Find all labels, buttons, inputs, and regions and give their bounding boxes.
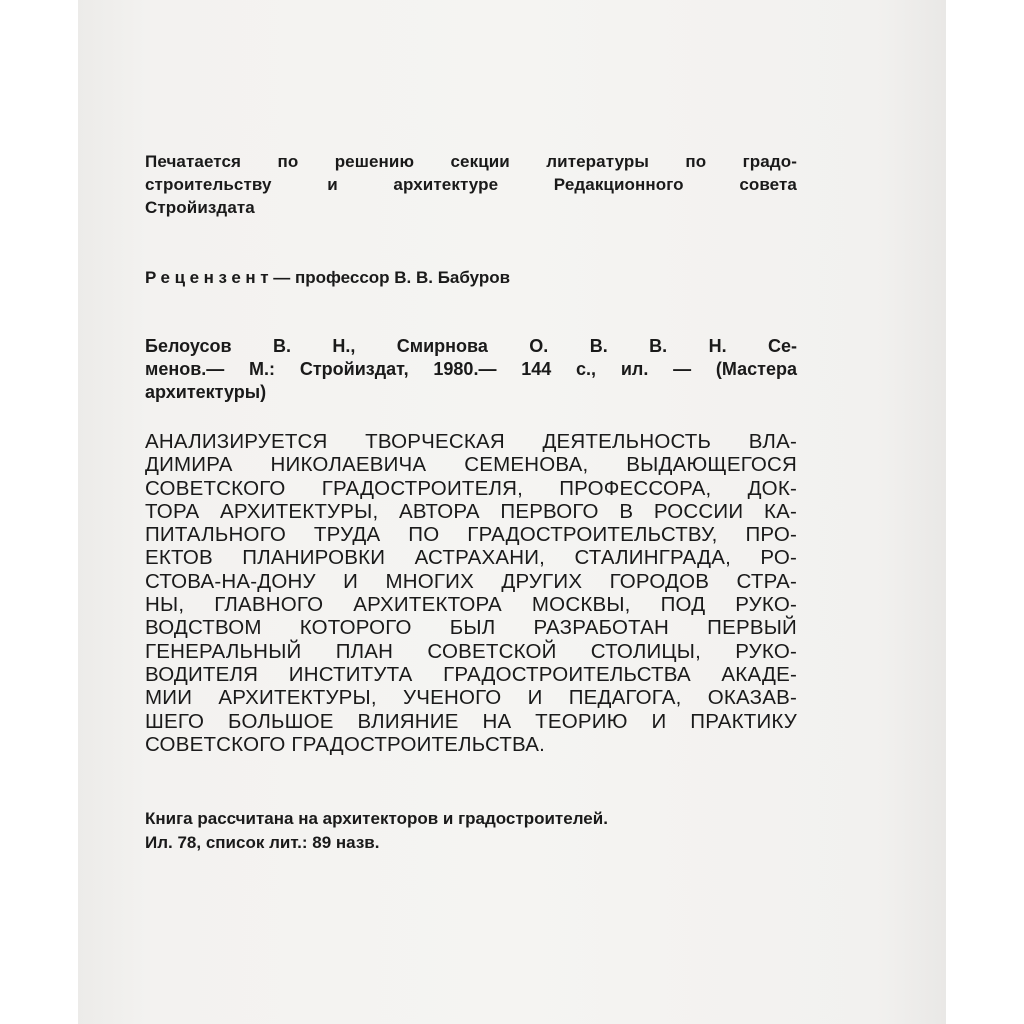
bibliographic-entry [145,335,797,404]
imprint-line: Печатается по решению секции литературы по градо- [145,152,797,171]
abstract-line: ГЕНЕРАЛЬНЫЙ ПЛАН СОВЕТСКОЙ СТОЛИЦЫ, РУКО- [145,639,797,663]
abstract-line: СОВЕТСКОГО ГРАДОСТРОИТЕЛЬСТВА. [145,732,546,756]
bibliographic-line: Белоусов В. Н., Смирнова О. В. В. Н. Се- [145,336,797,356]
imprint-note [145,150,797,219]
abstract-line: СОВЕТСКОГО ГРАДОСТРОИТЕЛЯ, ПРОФЕССОРА, ДОК- [145,476,797,500]
abstract-line: АНАЛИЗИРУЕТСЯ ТВОРЧЕСКАЯ ДЕЯТЕЛЬНОСТЬ ВЛА- [145,430,797,453]
reviewer-role: Рецензент [145,268,274,287]
bibliographic-line: менов.— М.: Стройиздат, 1980.— 144 с., ил. — (Мастера [145,359,797,379]
abstract-line: ЕКТОВ ПЛАНИРОВКИ АСТРАХАНИ, СТАЛИНГРАДА, РО- [145,546,797,570]
abstract [145,430,797,756]
abstract-line: ВОДИТЕЛЯ ИНСТИТУТА ГРАДОСТРОИТЕЛЬСТВА АКАДЕ- [145,662,797,686]
imprint-line: Стройиздата [145,198,255,217]
audience-note [145,807,805,855]
audience-line: Ил. 78, список лит.: 89 назв. [145,833,380,852]
abstract-line: НЫ, ГЛАВНОГО АРХИТЕКТОРА МОСКВЫ, ПОД РУКО- [145,593,797,617]
abstract-line: ВОДСТВОМ КОТОРОГО БЫЛ РАЗРАБОТАН ПЕРВЫЙ [145,616,797,640]
imprint-line: строительству и архитектуре Редакционного совета [145,175,797,194]
abstract-line: ШЕГО БОЛЬШОЕ ВЛИЯНИЕ НА ТЕОРИЮ И ПРАКТИКУ [145,709,797,733]
audience-line: Книга рассчитана на архитекторов и градостроителей. [145,809,608,828]
abstract-line: ТОРА АРХИТЕКТУРЫ, АВТОРА ПЕРВОГО В РОССИИ КА- [145,499,797,523]
abstract-line: СТОВА-НА-ДОНУ И МНОГИХ ДРУГИХ ГОРОДОВ СТРА- [145,569,797,593]
abstract-line: МИИ АРХИТЕКТУРЫ, УЧЕНОГО И ПЕДАГОГА, ОКАЗАВ- [145,686,797,710]
abstract-line: ПИТАЛЬНОГО ТРУДА ПО ГРАДОСТРОИТЕЛЬСТВУ, ПРО- [145,523,797,547]
abstract-line: ДИМИРА НИКОЛАЕВИЧА СЕМЕНОВА, ВЫДАЮЩЕГОСЯ [145,453,797,477]
bibliographic-line: архитектуры) [145,382,267,402]
reviewer-line [145,266,665,289]
reviewer-name: — профессор В. В. Бабуров [273,268,511,287]
